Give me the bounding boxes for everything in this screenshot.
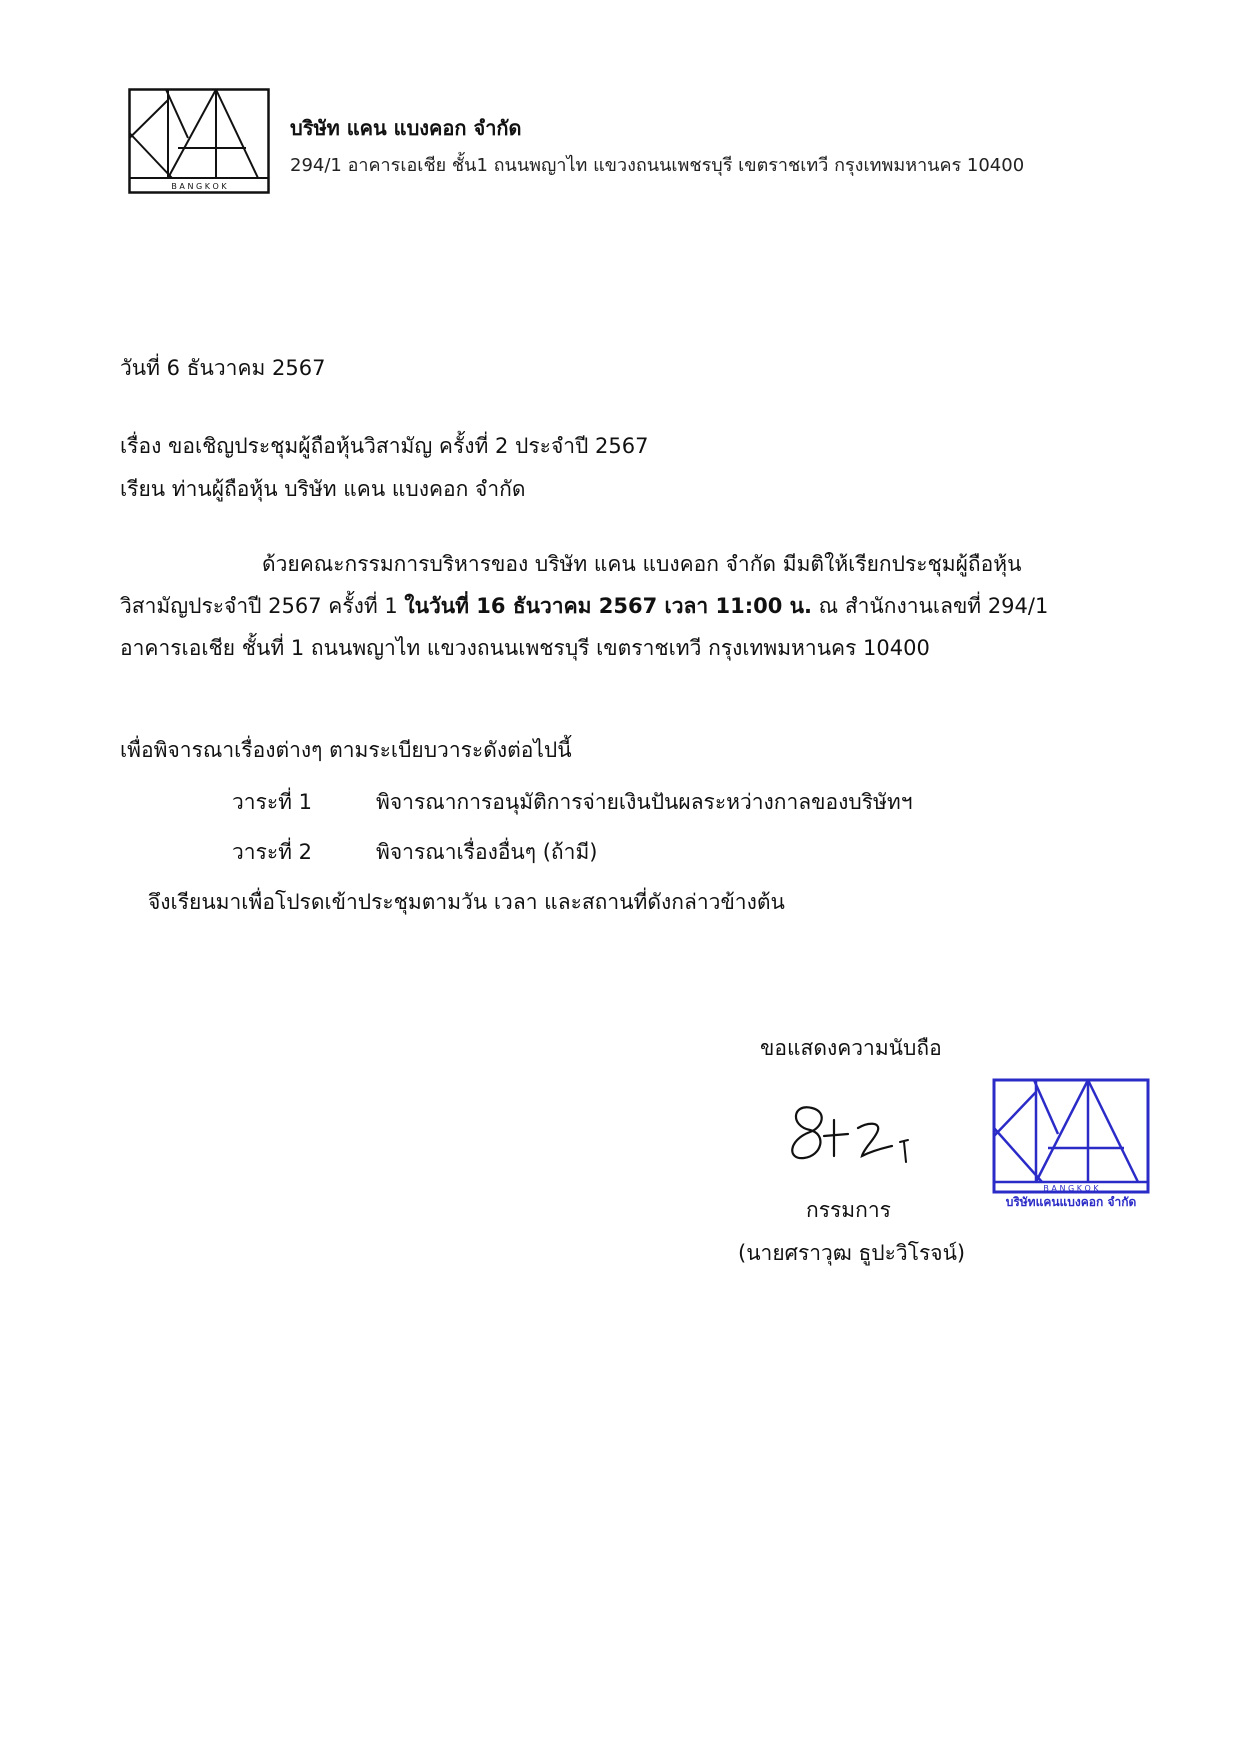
letter-recipient: เรียน ท่านผู้ถือหุ้น บริษัท แคน แบงคอก จำกัด [120,477,526,501]
stamp-company: บริษัทแคนแบงคอก จำกัด [1005,1195,1137,1209]
signer-name: (นายศราวุฒ ธูปะวิโรจน์) [738,1241,966,1265]
agenda-number: วาระที่ 2 [232,840,313,864]
paragraph-line-2 [120,590,1048,623]
letter-subject: เรื่อง ขอเชิญประชุมผู้ถือหุ้นวิสามัญ ครั้งที่ 2 ประจำปี 2567 [120,434,649,458]
paragraph-line-1: ด้วยคณะกรรมการบริหารของ บริษัท แคน แบงคอก จำกัด มีมติให้เรียกประชุมผู้ถือหุ้น [262,552,1022,576]
paragraph-line-2-prefix: วิสามัญประจำปี 2567 ครั้งที่ 1 [120,594,405,618]
agenda-intro: เพื่อพิจารณาเรื่องต่างๆ ตามระเบียบวาระดังต่อไปนี้ [120,738,572,762]
agenda-number: วาระที่ 1 [232,790,313,814]
letter-date: วันที่ 6 ธันวาคม 2567 [120,356,326,380]
closing-line: จึงเรียนมาเพื่อโปรดเข้าประชุมตามวัน เวลา และสถานที่ดังกล่าวข้างต้น [148,890,785,914]
company-logo [128,88,270,194]
signer-title: กรรมการ [806,1198,891,1222]
agenda-text: พิจารณาการอนุมัติการจ่ายเงินปันผลระหว่างกาลของบริษัทฯ [376,790,913,814]
paragraph-line-3: อาคารเอเชีย ชั้นที่ 1 ถนนพญาไท แขวงถนนเพชรบุรี เขตราชเทวี กรุงเทพมหานคร 10400 [120,636,930,660]
stamp-letters: B A N G K O K [1043,1184,1099,1193]
company-name: บริษัท แคน แบงคอก จำกัด [290,116,522,140]
company-stamp [992,1078,1150,1213]
paragraph-line-2-suffix: ณ สำนักงานเลขที่ 294/1 [811,594,1049,618]
meeting-datetime: ในวันที่ 16 ธันวาคม 2567 เวลา 11:00 น. [404,594,812,618]
handwritten-signature [782,1098,932,1168]
agenda-text: พิจารณาเรื่องอื่นๆ (ถ้ามี) [376,840,598,864]
logo-label: B A N G K O K [171,182,227,191]
company-address: 294/1 อาคารเอเชีย ชั้น1 ถนนพญาไท แขวงถนนเพชรบุรี เขตราชเทวี กรุงเทพมหานคร 10400 [290,155,1025,176]
regards-text: ขอแสดงความนับถือ [760,1036,942,1060]
